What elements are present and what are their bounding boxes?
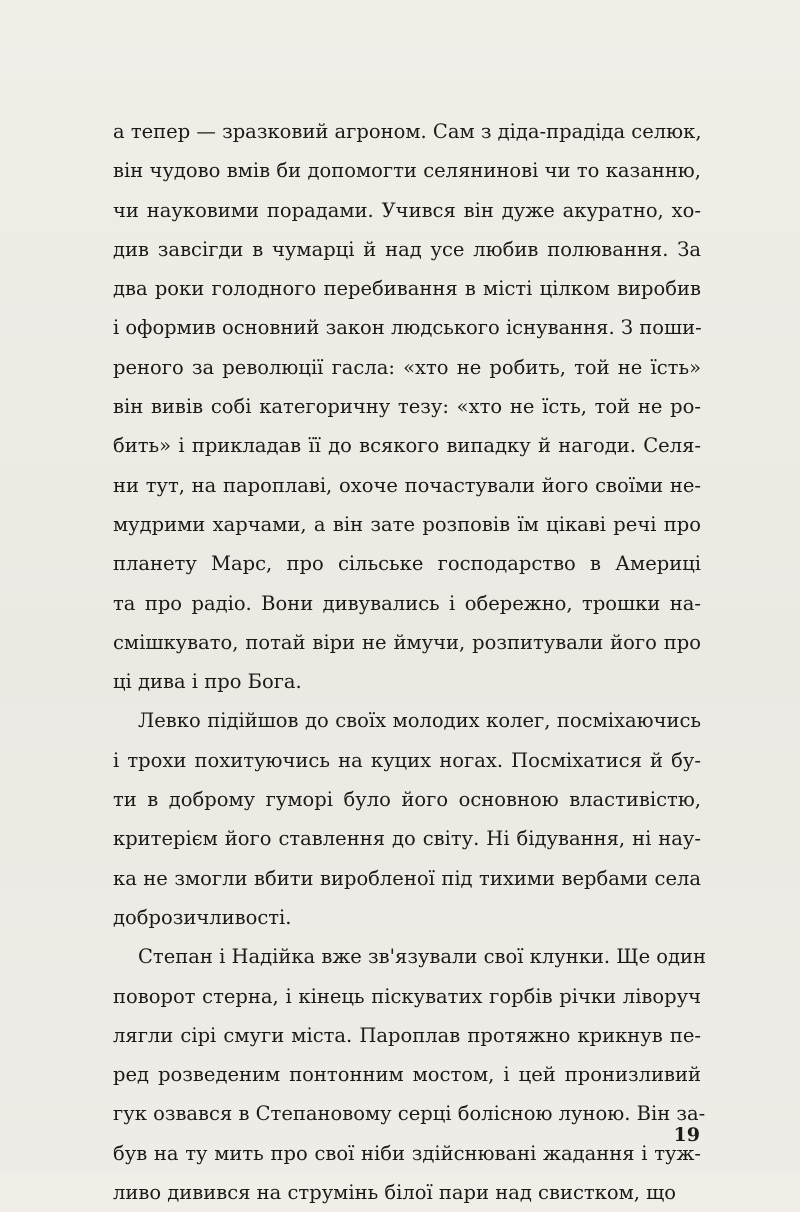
text-line: і трохи похитуючись на куцих ногах. Посміхатися й бу- [113,748,701,772]
text-line: Левко підійшов до своїх молодих колег, посміхаючись [138,709,701,733]
paragraph [113,701,701,937]
text-line: ни тут, на пароплаві, охоче почастували його своїми не- [113,473,701,497]
text-line: він вивів собі категоричну тезу: «хто не їсть, той не ро- [113,395,701,419]
text-line: смішкувато, потай віри не ймучи, розпитували його про [113,630,701,654]
text-line: доброзичливості. [113,905,292,929]
text-line: ред розведеним понтонним мостом, і цей пронизливий [113,1063,701,1087]
text-line: та про радіо. Вони дивувались і обережно, трошки на- [113,591,701,615]
text-line: реного за революції гасла: «хто не робить, той не їсть» [113,355,701,379]
text-line: ці дива і про Бога. [113,670,302,694]
text-line: поворот стерна, і кінець піскуватих горбів річки ліворуч [113,984,701,1008]
text-line: лягли сірі смуги міста. Пароплав протяжно крикнув пе- [113,1023,701,1047]
text-line: бить» і прикладав її до всякого випадку й нагоди. Селя- [113,434,701,458]
page-number: 19 [673,1124,700,1146]
text-line: ти в доброму гуморі було його основною властивістю, [113,788,701,812]
body-text [113,112,707,1212]
text-line: мудрими харчами, а він зате розповів їм цікаві речі про [113,512,701,536]
text-line: чи науковими порадами. Учився він дуже акуратно, хо- [113,198,701,222]
text-line: він чудово вмів би допомогти селянинові чи то казанню, [113,159,701,183]
text-line: був на ту мить про свої ніби здійснювані жадання і туж- [113,1141,701,1165]
paragraph [113,937,707,1212]
paragraph [113,112,701,701]
text-line: два роки голодного перебивання в місті цілком виробив [113,277,701,301]
text-line: і оформив основний закон людського існування. З поши- [113,316,702,340]
text-line: планету Марс, про сільське господарство в Америці [113,552,701,576]
text-line: критерієм його ставлення до світу. Ні бідування, ні нау- [113,827,701,851]
text-line: ка не змогли вбити виробленої під тихими вербами села [113,866,701,890]
text-line: Степан і Надійка вже зв'язували свої клунки. Ще один [138,945,707,969]
text-line: гук озвався в Степановому серці болісною луною. Він за- [113,1102,706,1126]
text-line: див завсігди в чумарці й над усе любив полювання. За [113,237,701,261]
text-line: ливо дивився на струмінь білої пари над свистком, що [113,1181,677,1205]
text-line: а тепер — зразковий агроном. Сам з діда-прадіда селюк, [113,120,702,143]
